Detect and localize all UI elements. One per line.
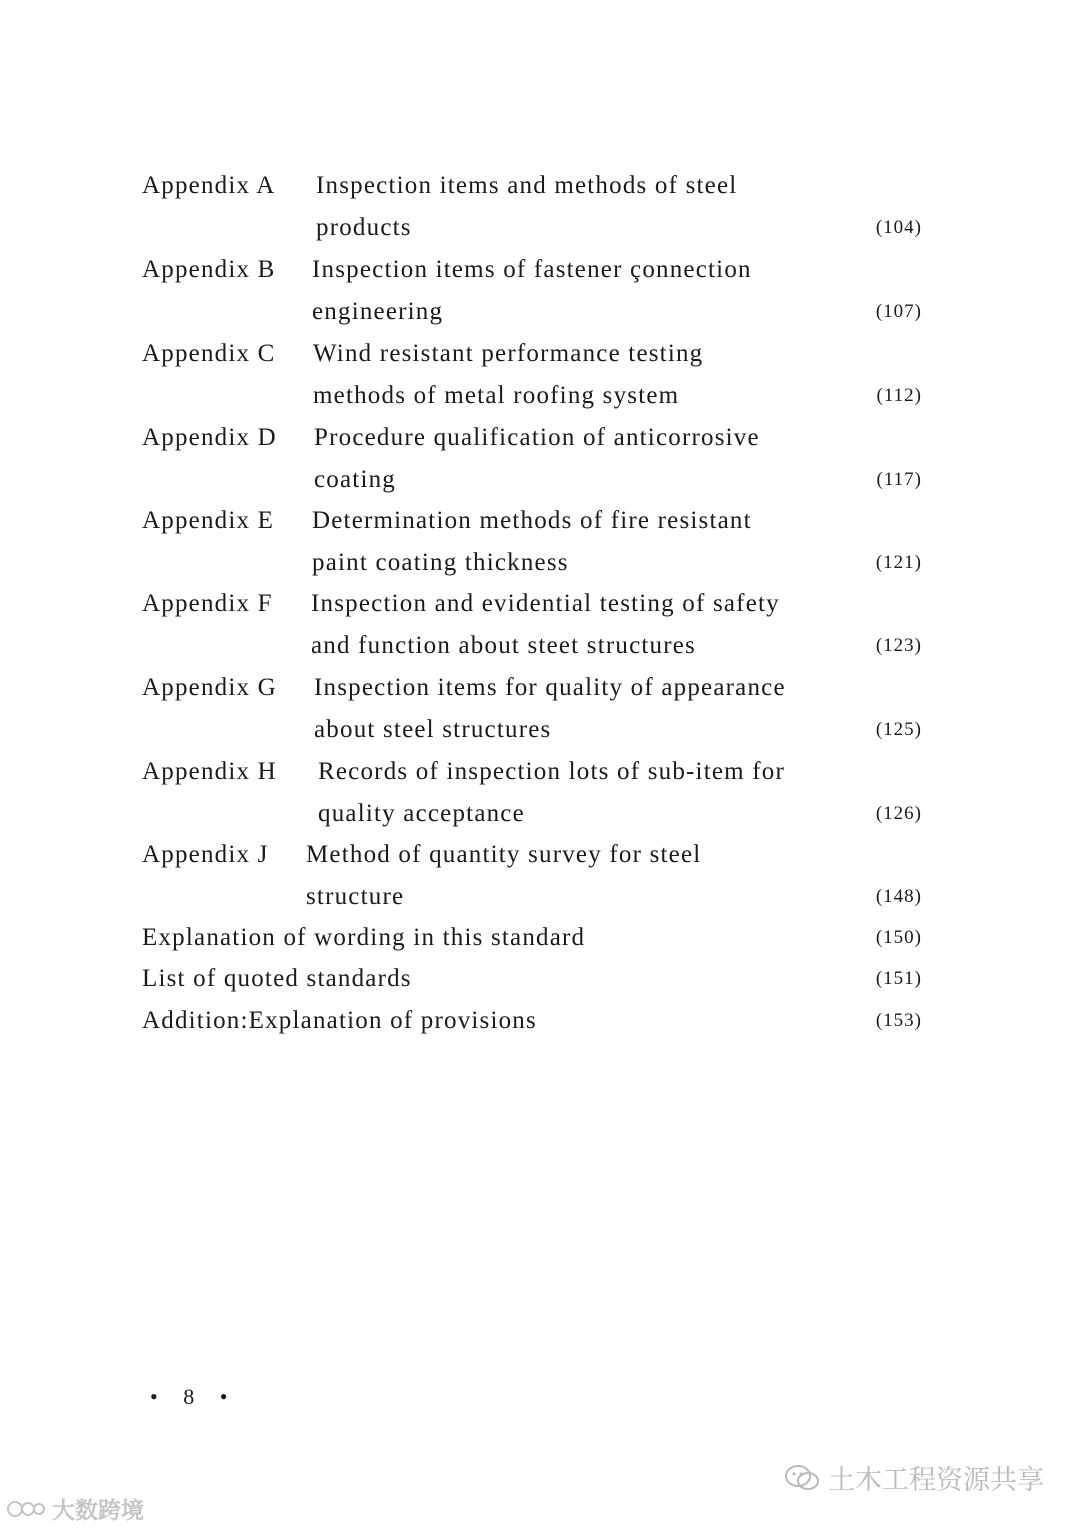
dot-leader bbox=[565, 709, 846, 751]
dot-leader bbox=[457, 291, 846, 333]
toc-entry-page: (150) bbox=[875, 927, 922, 948]
toc-entry-page: (112) bbox=[876, 385, 922, 406]
toc-entry-label: Appendix C bbox=[142, 340, 276, 367]
watermark-text: 土木工程资源共享 bbox=[828, 1465, 1044, 1496]
dot-leader bbox=[410, 459, 846, 501]
toc-entry-title-cont: paint coating thickness bbox=[312, 549, 569, 576]
dot-leader bbox=[693, 375, 846, 417]
toc-entry-title: List of quoted standards bbox=[142, 965, 412, 992]
toc-entry-title: Inspection items of fastener çonnection bbox=[312, 256, 752, 283]
watermark-wechat bbox=[784, 1458, 1044, 1497]
toc-entry-provisions-explanation[interactable] bbox=[142, 1000, 922, 1042]
toc-entry-page: (125) bbox=[875, 719, 922, 740]
toc-entry-title: Explanation of wording in this standard bbox=[142, 924, 586, 951]
toc-entry-page: (153) bbox=[875, 1010, 922, 1031]
toc-entry-page: (123) bbox=[875, 635, 922, 656]
toc-entry-page: (126) bbox=[875, 803, 922, 824]
dot-leader bbox=[599, 917, 846, 959]
dot-leader bbox=[583, 542, 846, 584]
toc-entry-page: (107) bbox=[875, 301, 922, 322]
toc-entry-label: Appendix H bbox=[142, 758, 277, 785]
watermark-text: 大数跨境 bbox=[52, 1498, 144, 1524]
toc-entry-title-cont: products bbox=[316, 214, 412, 241]
toc-entry-page: (148) bbox=[875, 886, 922, 907]
dot-leader bbox=[426, 958, 846, 1000]
toc-entry-page: (121) bbox=[875, 552, 922, 573]
toc-entry-title: Records of inspection lots of sub-item for bbox=[318, 758, 785, 785]
toc-entry-label: Appendix D bbox=[142, 424, 277, 451]
dot-leader bbox=[710, 625, 846, 667]
dot-leader bbox=[426, 207, 846, 249]
toc-entry-title: Addition:Explanation of provisions bbox=[142, 1007, 537, 1034]
toc-entry-label: Appendix J bbox=[142, 841, 269, 868]
toc-entry-label: Appendix F bbox=[142, 590, 273, 617]
toc-entry-title-cont: engineering bbox=[312, 298, 444, 325]
toc-entry-title: Procedure qualification of anticorrosive bbox=[314, 424, 760, 451]
toc-entry-title-cont: methods of metal roofing system bbox=[313, 382, 680, 409]
page-number: • 8 • bbox=[150, 1384, 238, 1409]
toc-entry-label: Appendix E bbox=[142, 507, 275, 534]
toc-entry-title: Method of quantity survey for steel bbox=[306, 841, 702, 868]
toc-entry-label: Appendix B bbox=[142, 256, 276, 283]
brand-logo-icon bbox=[6, 1498, 46, 1520]
dot-leader bbox=[418, 876, 846, 918]
toc-entry-wording-explanation[interactable] bbox=[142, 917, 922, 959]
wechat-icon bbox=[784, 1464, 820, 1492]
toc-entry-title-cont: and function about steet structures bbox=[311, 632, 696, 659]
toc-entry-title: Wind resistant performance testing bbox=[313, 340, 704, 367]
toc-entry-title-cont: coating bbox=[314, 466, 396, 493]
dot-leader bbox=[539, 793, 846, 835]
toc-entry-page: (151) bbox=[875, 968, 922, 989]
watermark-brand bbox=[6, 1492, 144, 1525]
toc-entry-title-cont: about steel structures bbox=[314, 716, 552, 743]
toc-entry-page: (104) bbox=[875, 217, 922, 238]
toc-entry-page: (117) bbox=[876, 469, 922, 490]
dot-leader bbox=[551, 1000, 846, 1042]
toc-entry-label: Appendix G bbox=[142, 674, 277, 701]
toc-entry-title: Inspection and evidential testing of safety bbox=[311, 590, 780, 617]
toc-entry-label: Appendix A bbox=[142, 172, 276, 199]
toc-entry-title: Determination methods of fire resistant bbox=[312, 507, 752, 534]
toc-entry-quoted-standards[interactable] bbox=[142, 958, 922, 1000]
toc-entry-title-cont: quality acceptance bbox=[318, 800, 525, 827]
toc-entry-title-cont: structure bbox=[306, 883, 405, 910]
toc-entry-title: Inspection items and methods of steel bbox=[316, 172, 738, 199]
toc-entry-title: Inspection items for quality of appearance bbox=[314, 674, 786, 701]
